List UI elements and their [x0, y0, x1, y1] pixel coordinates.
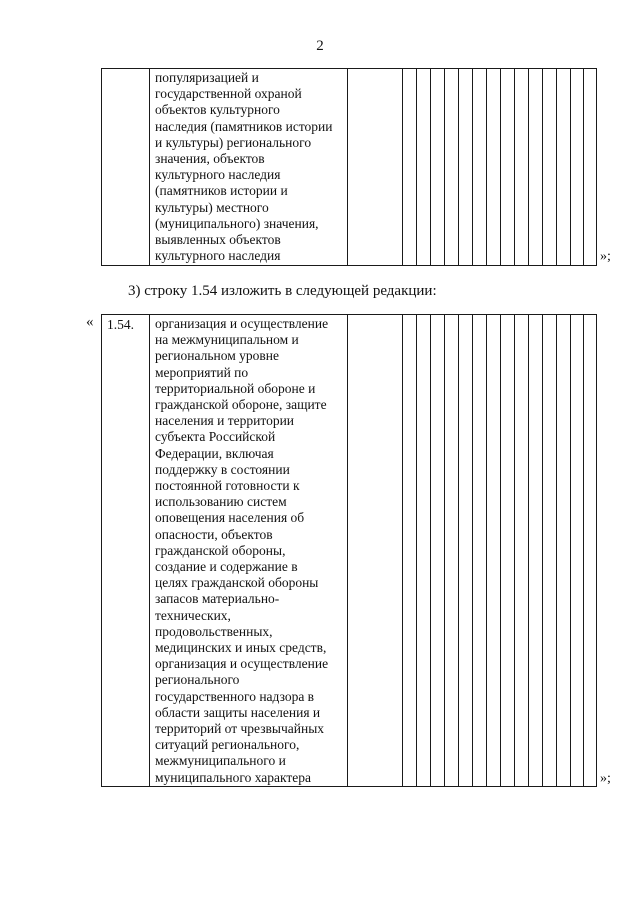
- description-line: использованию систем: [155, 494, 287, 510]
- empty-cell: [459, 315, 473, 787]
- description-line: региональном уровне: [155, 348, 279, 364]
- description-line: опасности, объектов: [155, 526, 273, 542]
- empty-cell: [445, 69, 459, 266]
- description-line: целях гражданской обороны: [155, 575, 319, 591]
- description-line: медицинских и иных средств,: [155, 640, 327, 656]
- empty-cell: [431, 315, 445, 787]
- description-line: гражданской обороне, защите: [155, 397, 327, 413]
- empty-cell: [584, 69, 597, 266]
- description-line: культуры) местного: [155, 199, 269, 215]
- opening-quote-mark: «: [86, 314, 94, 330]
- empty-cell: [515, 69, 529, 266]
- amendment-instruction: 3) строку 1.54 изложить в следующей редакции:: [128, 283, 437, 299]
- description-line: запасов материально-: [155, 591, 280, 607]
- description-line: (памятников истории и: [155, 183, 288, 199]
- empty-cell: [501, 69, 515, 266]
- description-line: технических,: [155, 607, 231, 623]
- description-line: продовольственных,: [155, 623, 273, 639]
- table-continuation: [101, 68, 597, 266]
- description-line: Федерации, включая: [155, 445, 274, 461]
- description-line: оповещения населения об: [155, 510, 305, 526]
- table-row: [102, 315, 597, 787]
- description-line: поддержку в состоянии: [155, 461, 290, 477]
- description-line: создание и содержание в: [155, 559, 298, 575]
- empty-cell: [417, 69, 431, 266]
- description-line: государственного надзора в: [155, 688, 315, 704]
- description-line: постоянной готовности к: [155, 478, 300, 494]
- closing-quote-mark: »;: [600, 771, 611, 786]
- description-line: области защиты населения и: [155, 704, 321, 720]
- empty-cell: [445, 315, 459, 787]
- description-line: населения и территории: [155, 413, 295, 429]
- empty-cell: [403, 315, 417, 787]
- empty-cell: [348, 69, 403, 266]
- description-line: субъекта Российской: [155, 429, 276, 445]
- empty-cell: [515, 315, 529, 787]
- description-line: культурного наследия: [155, 167, 281, 183]
- description-line: и культуры) регионального: [155, 134, 312, 150]
- description-line: культурного наследия: [155, 248, 281, 264]
- empty-cell: [543, 69, 557, 266]
- description-line: государственной охраной: [155, 86, 302, 102]
- page-number: 2: [316, 38, 324, 54]
- description-line: межмуниципального и: [155, 753, 286, 769]
- row-description-cell: [150, 69, 348, 266]
- closing-quote-mark: »;: [600, 249, 611, 264]
- empty-cell: [529, 315, 543, 787]
- description-line: (муниципального) значения,: [155, 215, 319, 231]
- description-line: организация и осуществление: [155, 316, 329, 331]
- empty-cell: [529, 69, 543, 266]
- empty-cell: [584, 315, 597, 787]
- empty-cell: [473, 315, 487, 787]
- description-line: муниципального характера: [155, 769, 312, 785]
- empty-cell: [403, 69, 417, 266]
- row-description-cell: [150, 315, 348, 787]
- description-line: регионального: [155, 672, 240, 688]
- description-line: на межмуниципальном и: [155, 332, 299, 348]
- row-number-cell: [102, 69, 150, 266]
- empty-cell: [487, 315, 501, 787]
- empty-cell: [348, 315, 403, 787]
- description-line: объектов культурного: [155, 102, 280, 118]
- description-line: организация и осуществление: [155, 656, 329, 672]
- description-line: значения, объектов: [155, 151, 265, 167]
- row-number-cell: 1.54.: [102, 315, 150, 787]
- empty-cell: [543, 315, 557, 787]
- description-line: ситуаций регионального,: [155, 737, 300, 753]
- table-row-1-54: [101, 314, 597, 787]
- empty-cell: [571, 315, 584, 787]
- empty-cell: [501, 315, 515, 787]
- empty-cell: [557, 69, 571, 266]
- description-line: гражданской обороны,: [155, 542, 286, 558]
- empty-cell: [571, 69, 584, 266]
- description-line: популяризацией и: [155, 70, 259, 85]
- description-line: мероприятий по: [155, 364, 249, 380]
- table-row: [102, 69, 597, 266]
- description-line: территорий от чрезвычайных: [155, 721, 325, 737]
- empty-cell: [557, 315, 571, 787]
- empty-cell: [431, 69, 445, 266]
- empty-cell: [487, 69, 501, 266]
- description-line: выявленных объектов: [155, 232, 281, 248]
- empty-cell: [459, 69, 473, 266]
- description-line: территориальной обороне и: [155, 380, 316, 396]
- empty-cell: [417, 315, 431, 787]
- empty-cell: [473, 69, 487, 266]
- description-line: наследия (памятников истории: [155, 118, 333, 134]
